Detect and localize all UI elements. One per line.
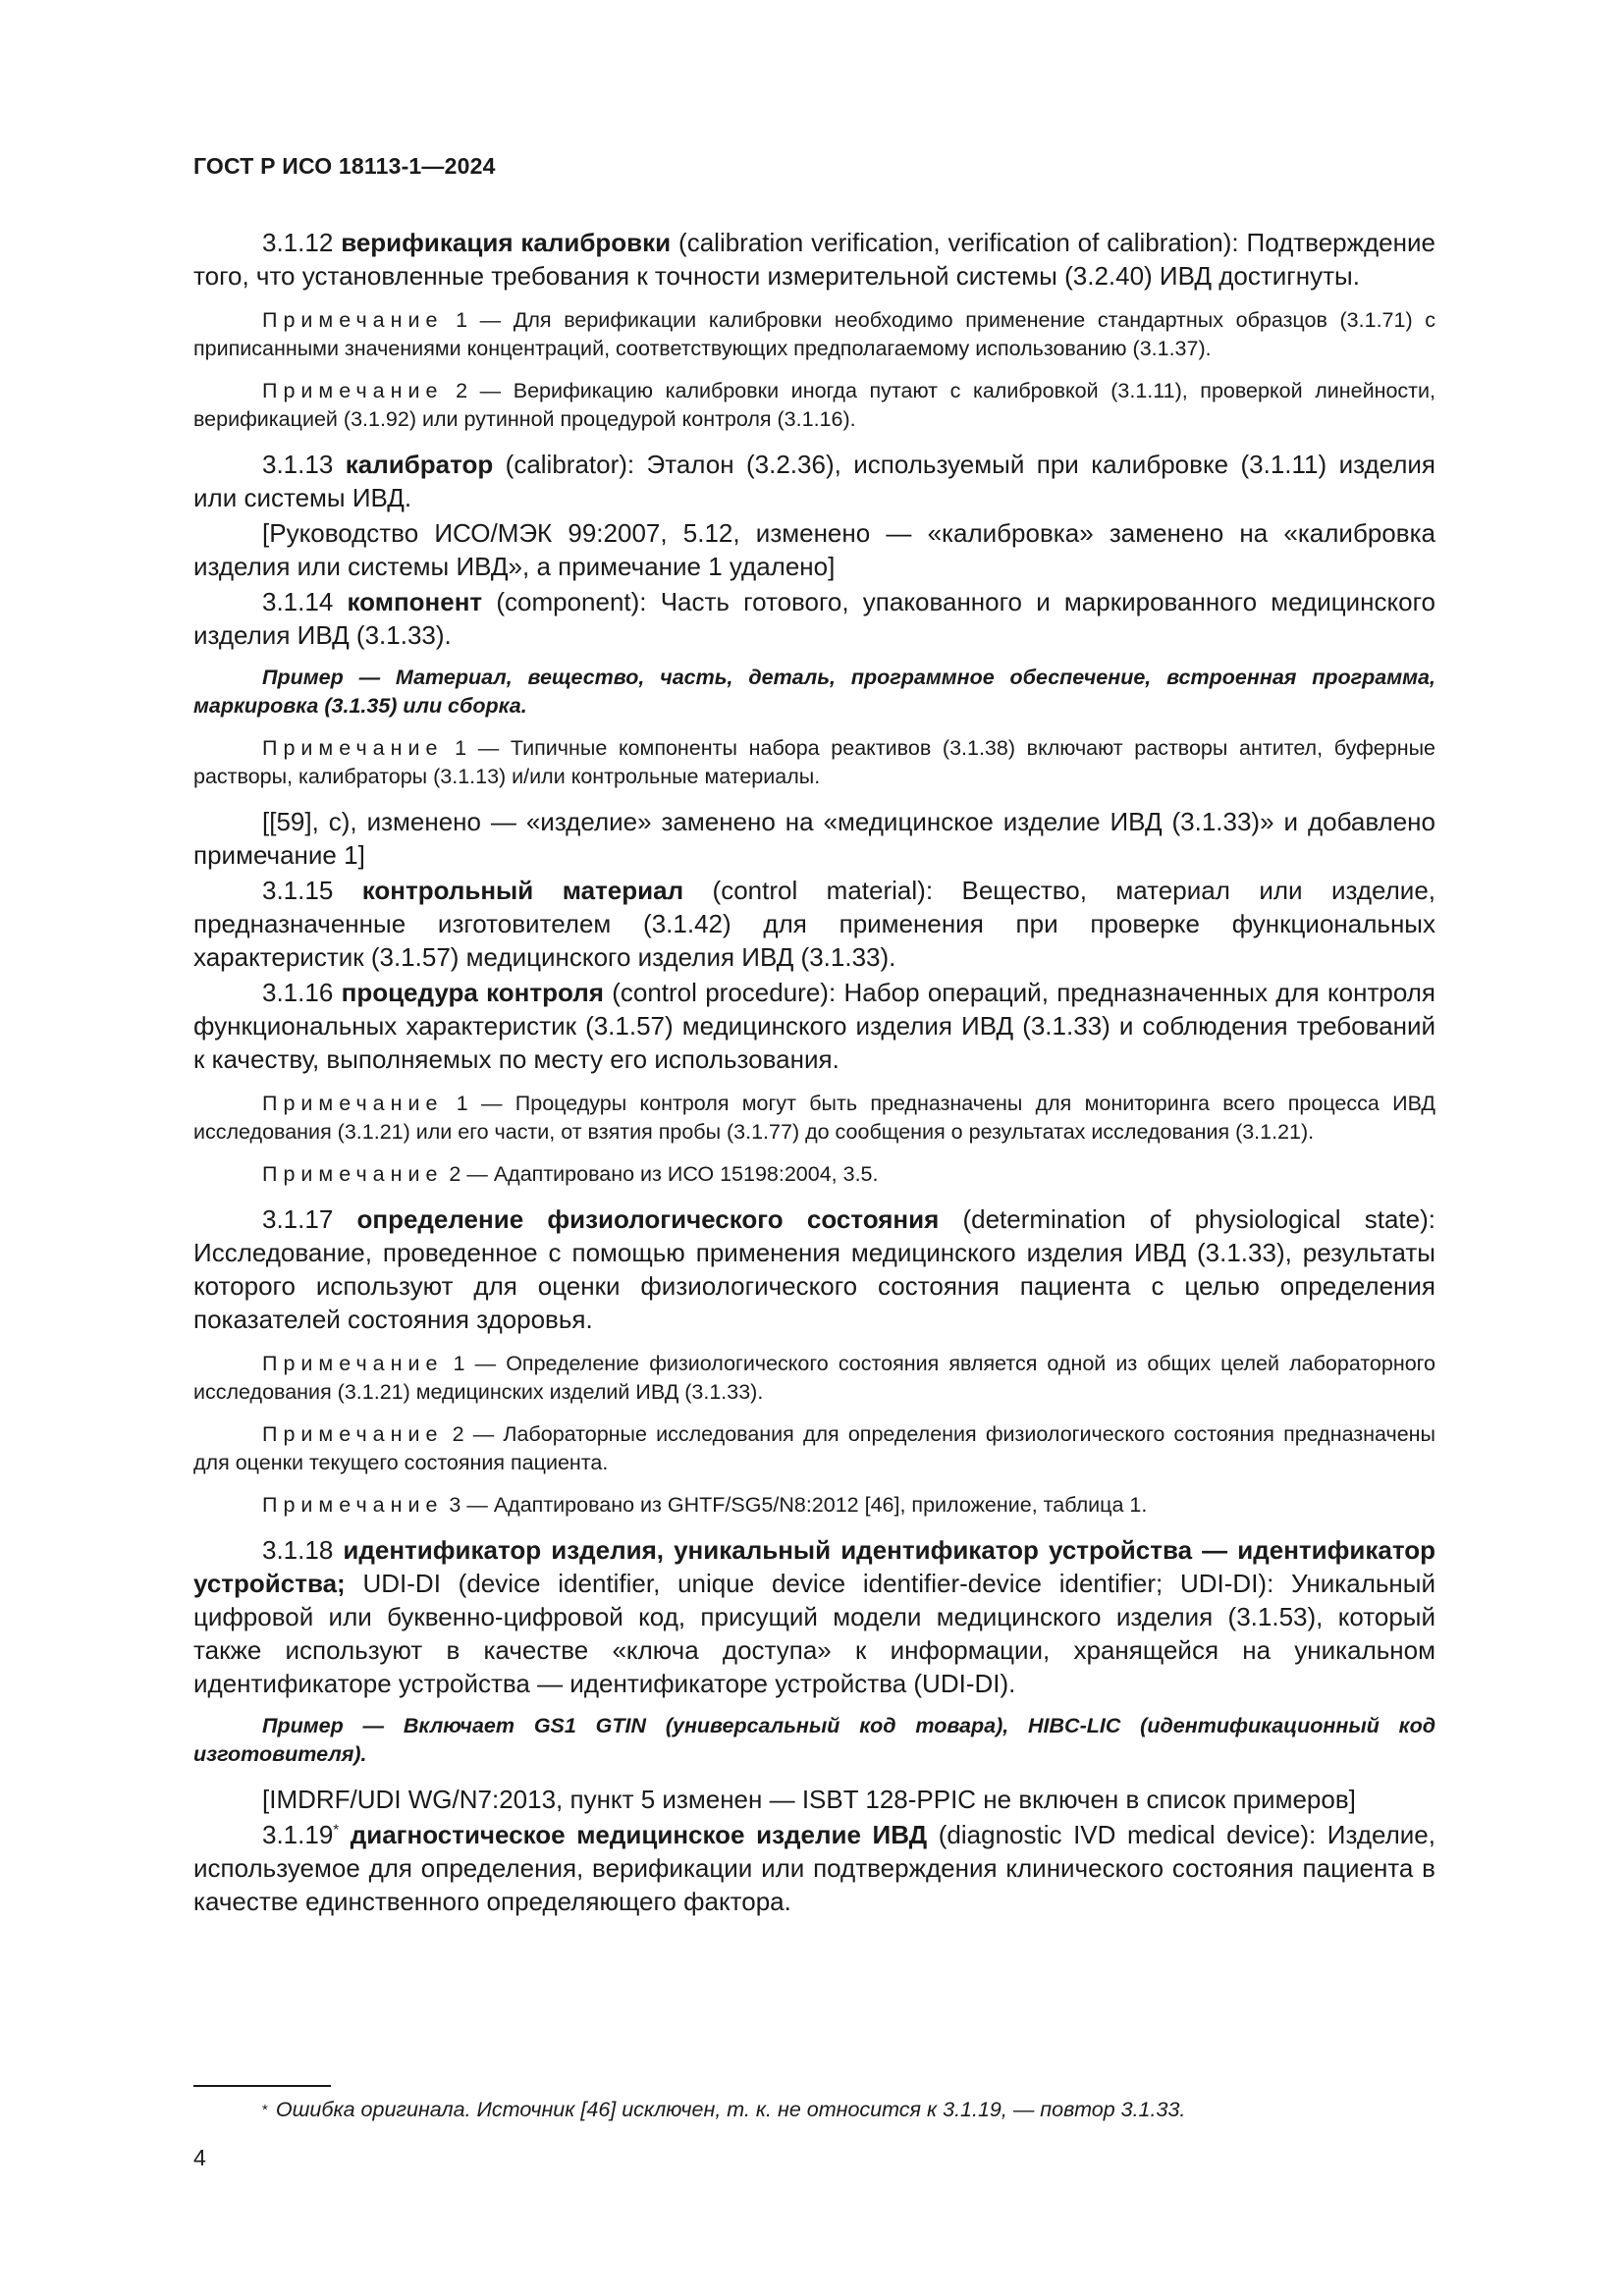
note-label: Примечание	[262, 1162, 444, 1186]
note-label: Примечание	[262, 308, 444, 332]
term-name: идентификатор изделия, уникальный идентификатор устройства — идентификатор устройства;	[193, 1535, 1435, 1598]
note	[193, 377, 1435, 434]
note-text: 3 — Адаптировано из GHTF/SG5/N8:2012 [46], приложение, таблица 1.	[443, 1493, 1148, 1517]
note-label: Примечание	[262, 1352, 444, 1375]
term-text: (determination of physiological state): Исследование, проведенное с помощью применения медицинского изделия ИВД (3.1.33), результаты которого используют для оценки физиологического состояния пациента с целью определения показателей состояния здоровья.	[193, 1204, 1435, 1334]
note-text: 1 — Определение физиологического состояния является одной из общих целей лабораторного исследования (3.1.21) медицинских изделий ИВД (3.1.33).	[193, 1352, 1435, 1404]
footnote-divider	[193, 2085, 331, 2087]
term-text: (control procedure): Набор операций, предназначенных для контроля функциональных характеристик (3.1.57) медицинского изделия ИВД (3.1.33) и соблюдения требований к качеству, выполняемых по месту его использования.	[193, 978, 1435, 1074]
document-body	[193, 226, 1435, 1920]
footnote-text: Ошибка оригинала. Источник [46] исключен, т. к. не относится к 3.1.19, — повтор 3.1.33.	[275, 2098, 1186, 2121]
term-definition	[193, 226, 1435, 293]
term-name: компонент	[347, 587, 483, 616]
example: Пример — Включает GS1 GTIN (универсальный код товара), HIBC-LIC (идентификационный код изготовителя).	[193, 1714, 1435, 1766]
example: Пример — Материал, вещество, часть, деталь, программное обеспечение, встроенная программа, маркировка (3.1.35) или сборка.	[193, 666, 1435, 718]
source-reference: [Руководство ИСО/МЭК 99:2007, 5.12, изменено — «калибровка» заменено на «калибровка изделия или системы ИВД», а примечание 1 удалено]	[193, 518, 1435, 581]
note-text: 1 — Для верификации калибровки необходимо применение стандартных образцов (3.1.71) с приписанными значениями концентраций, соответствующих предполагаемому использованию (3.1.37).	[193, 308, 1435, 360]
term-name: контрольный материал	[361, 876, 684, 905]
note-text: 1 — Типичные компоненты набора реактивов (3.1.38) включают растворы антител, буферные растворы, калибраторы (3.1.13) и/или контрольные материалы.	[193, 736, 1435, 788]
term-text: (calibration verification, verification of calibration): Подтверждение того, что установленные требования к точности измерительной системы (3.2.40) ИВД достигнуты.	[193, 228, 1435, 291]
note-label: Примечание	[262, 379, 444, 402]
note-label: Примечание	[262, 1422, 444, 1446]
term-definition	[193, 874, 1435, 974]
term-name: калибратор	[345, 450, 494, 479]
term-text: UDI-DI (device identifier, unique device identifier-device identifier; UDI-DI): Уникальный цифровой или буквенно-цифровой код, присущий модели медицинского изделия (3.1.53), который также используют в качестве «ключа доступа» к информации, хранящейся на уникальном идентификаторе устройства — идентификаторе устройства (UDI-DI).	[193, 1569, 1435, 1698]
note-label: Примечание	[262, 1092, 444, 1115]
term-text: (calibrator): Эталон (3.2.36), используемый при калибровке (3.1.11) изделия или системы ИВД.	[193, 450, 1435, 512]
note-label: Примечание	[262, 736, 444, 760]
note	[193, 306, 1435, 363]
note	[193, 1350, 1435, 1407]
term-number: 3.1.15	[262, 876, 334, 905]
term-number: 3.1.12	[262, 228, 334, 257]
note	[193, 1160, 1435, 1189]
term-definition	[193, 448, 1435, 514]
term-number: 3.1.19	[262, 1820, 334, 1849]
note	[193, 1491, 1435, 1520]
term-number: 3.1.16	[262, 978, 334, 1007]
term-name: диагностическое медицинское изделие ИВД	[350, 1820, 928, 1849]
note	[193, 1420, 1435, 1477]
term-name: процедура контроля	[341, 978, 604, 1007]
footnote-ref: *	[333, 1821, 340, 1839]
term-number: 3.1.18	[262, 1535, 334, 1565]
term-definition	[193, 1533, 1435, 1700]
note-text: 2 — Лабораторные исследования для определения физиологического состояния предназначены для оценки текущего состояния пациента.	[193, 1422, 1435, 1474]
note-text: 2 — Верификацию калибровки иногда путают с калибровкой (3.1.11), проверкой линейности, верификацией (3.1.92) или рутинной процедурой контроля (3.1.16).	[193, 379, 1435, 431]
term-definition	[193, 1202, 1435, 1336]
source-reference: [IMDRF/UDI WG/N7:2013, пункт 5 изменен — ISBT 128-PPIC не включен в список примеров]	[262, 1785, 1356, 1814]
term-name: верификация калибровки	[341, 228, 672, 257]
term-text: (diagnostic IVD medical device): Изделие, используемое для определения, верификации или подтверждения клинического состояния пациента в качестве единственного определяющего фактора.	[193, 1820, 1435, 1916]
term-text: (control material): Вещество, материал или изделие, предназначенные изготовителем (3.1.42) для применения при проверке функциональных характеристик (3.1.57) медицинского изделия ИВД (3.1.33).	[193, 876, 1435, 972]
document-header: ГОСТ Р ИСО 18113-1—2024	[193, 153, 496, 179]
footnote-mark: *	[262, 2102, 268, 2118]
footnote	[262, 2096, 1185, 2124]
term-number: 3.1.14	[262, 587, 334, 616]
term-definition	[193, 585, 1435, 652]
term-name: определение физиологического состояния	[356, 1204, 940, 1234]
note-text: 1 — Процедуры контроля могут быть предназначены для мониторинга всего процесса ИВД исследования (3.1.21) или его части, от взятия пробы (3.1.77) до сообщения о результатах исследования (3.1.21).	[193, 1092, 1435, 1144]
term-text: (component): Часть готового, упакованного и маркированного медицинского изделия ИВД (3.1.33).	[193, 587, 1435, 650]
note-text: 2 — Адаптировано из ИСО 15198:2004, 3.5.	[443, 1162, 879, 1186]
note-label: Примечание	[262, 1493, 444, 1517]
note	[193, 734, 1435, 791]
term-number: 3.1.13	[262, 450, 334, 479]
term-number: 3.1.17	[262, 1204, 334, 1234]
note	[193, 1090, 1435, 1147]
source-reference: [[59], c), изменено — «изделие» заменено на «медицинское изделие ИВД (3.1.33)» и добавлено примечание 1]	[193, 807, 1435, 870]
term-definition	[193, 1818, 1435, 1918]
page-number: 4	[193, 2145, 206, 2170]
term-definition	[193, 976, 1435, 1076]
